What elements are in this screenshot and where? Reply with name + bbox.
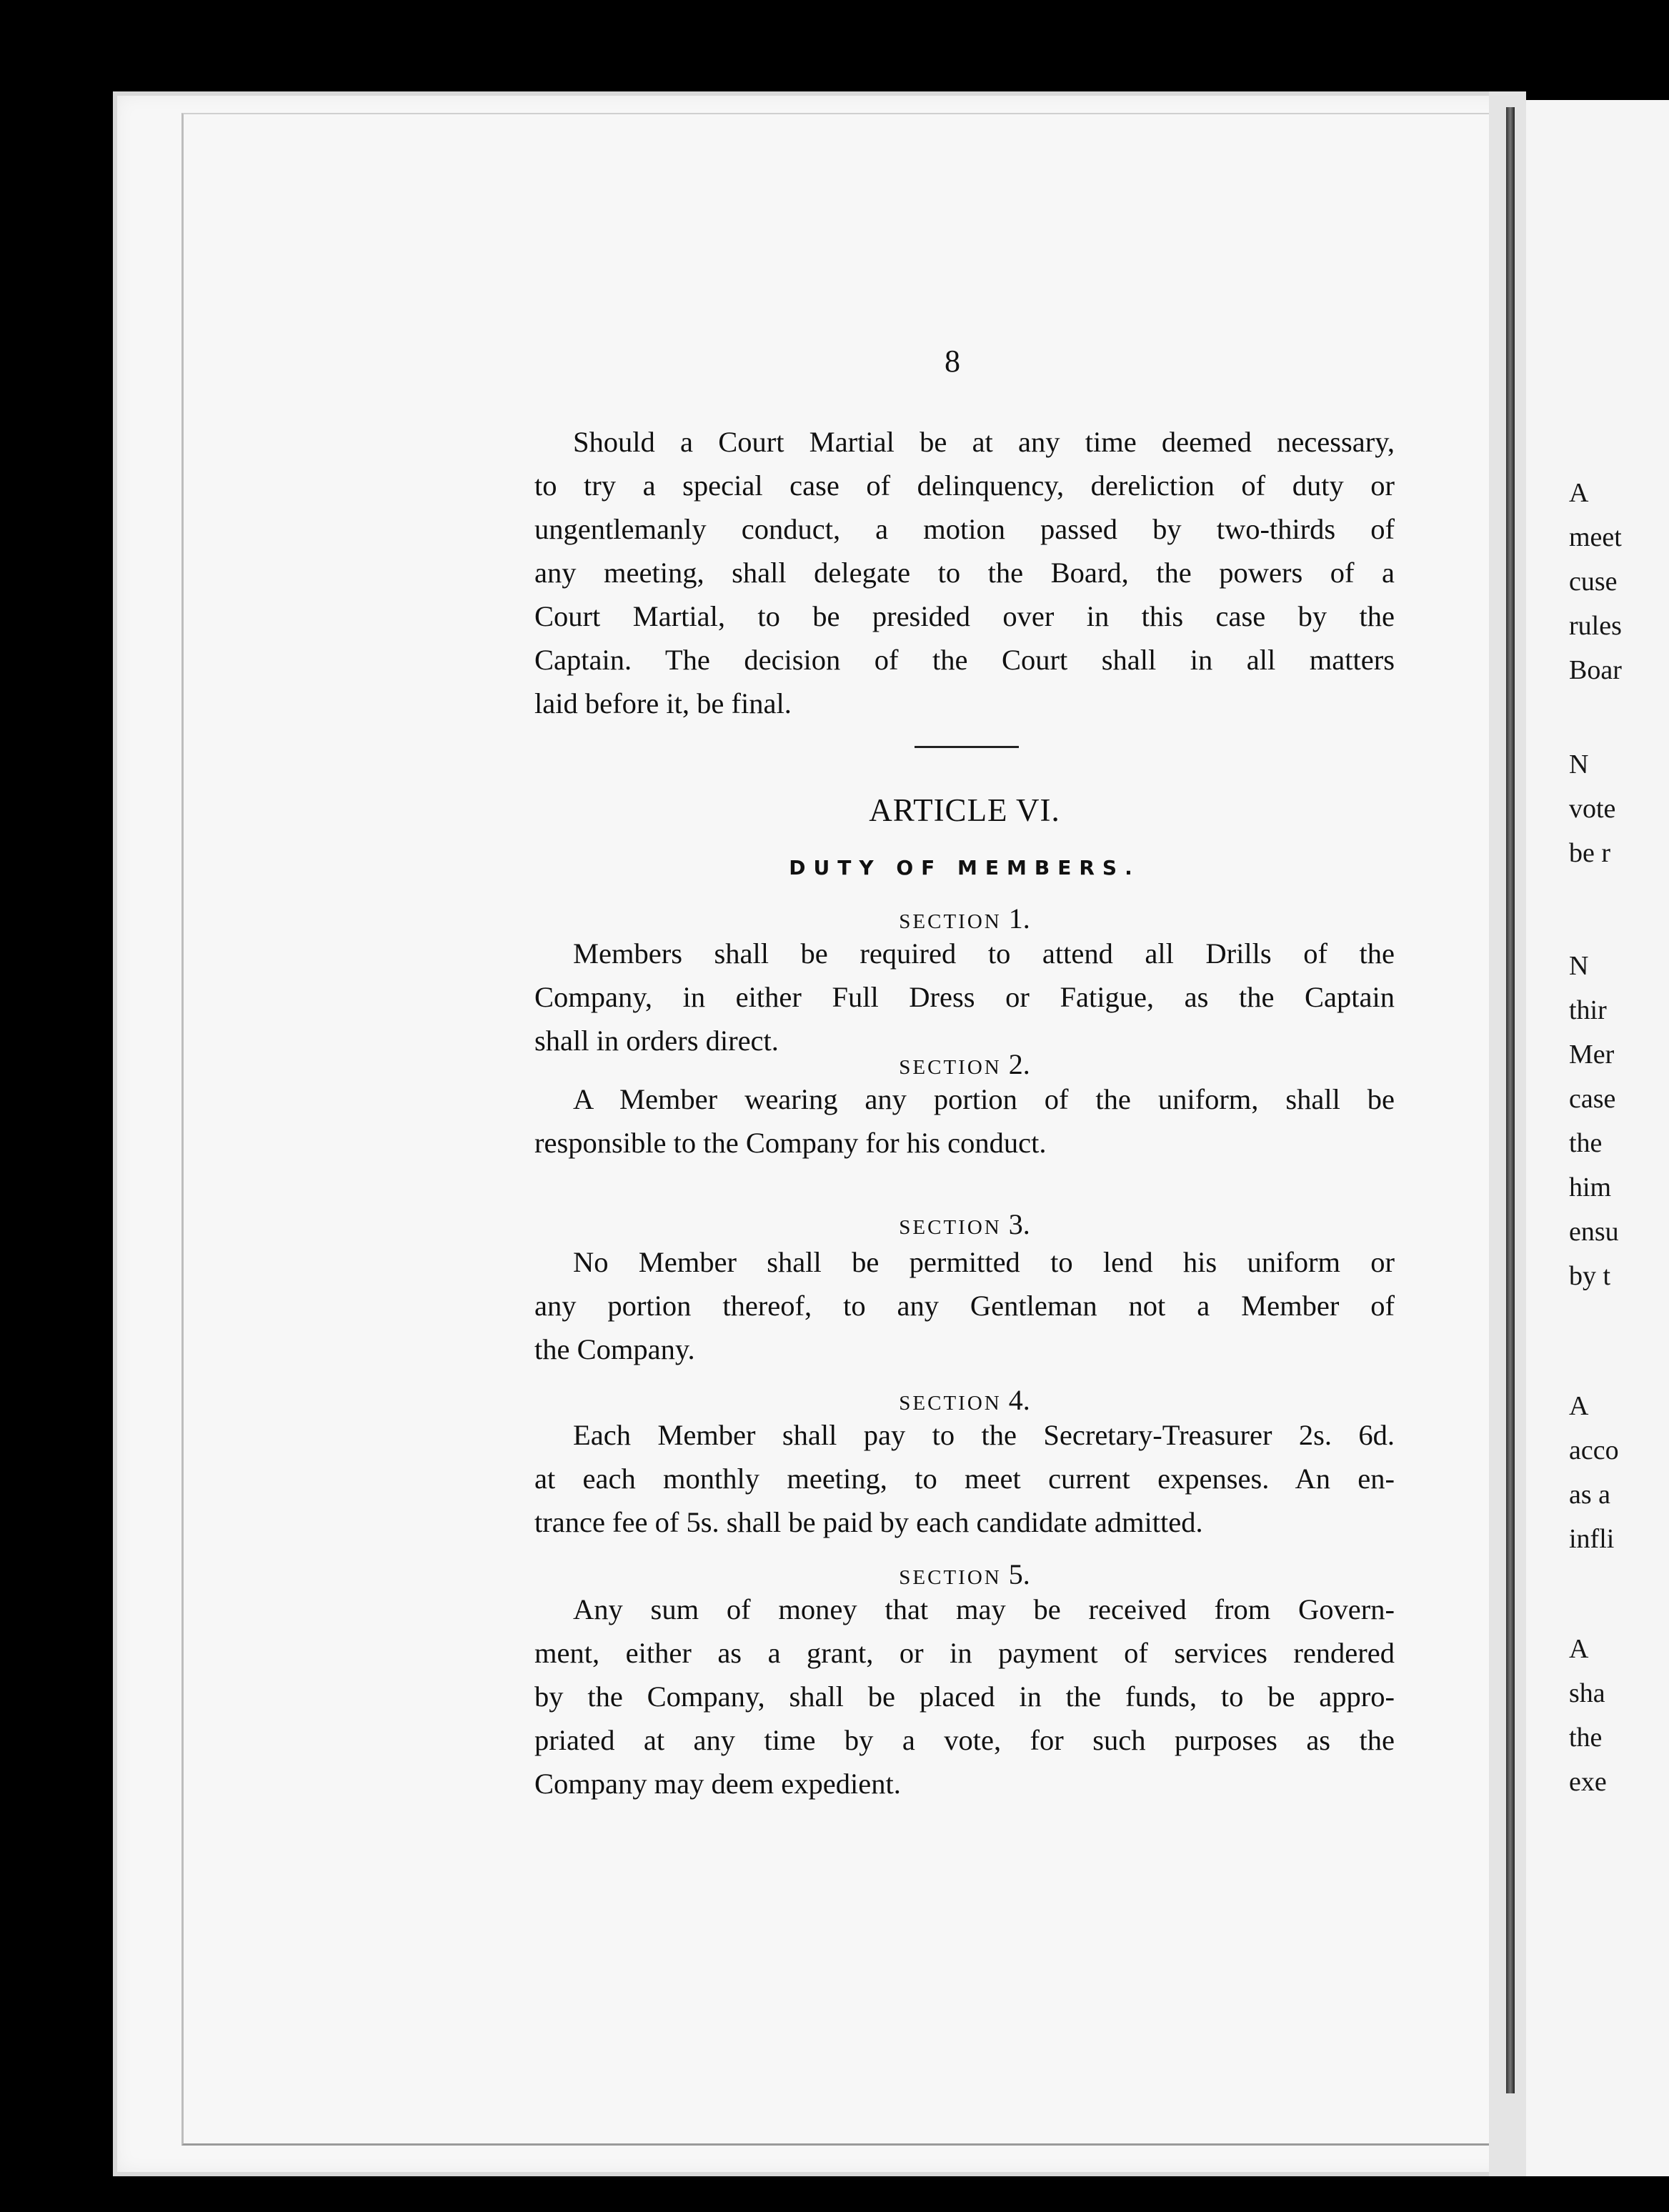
section-number: 5. [1001, 1558, 1030, 1590]
facing-page-text-fragment: be r [1569, 838, 1611, 868]
facing-page-text-fragment: ensu [1569, 1217, 1619, 1247]
text-line: Should a Court Martial be at any time deemed necessary, [573, 426, 1395, 458]
section-label: SECTION [899, 1566, 1002, 1589]
text-line: A Member wearing any portion of the uniform, shall be [573, 1083, 1395, 1115]
facing-page-text-fragment: thir [1569, 995, 1607, 1025]
facing-page-text-fragment: meet [1569, 522, 1622, 552]
facing-page-text-fragment: as a [1569, 1480, 1611, 1510]
section-divider [915, 746, 1019, 748]
section-number: 3. [1001, 1208, 1030, 1240]
text-line: any meeting, shall delegate to the Board, the powers of a [534, 557, 1395, 589]
facing-page-text-fragment: Boar [1569, 655, 1622, 685]
section-heading [534, 902, 1395, 935]
text-line: Company may deem expedient. [534, 1768, 901, 1800]
text-line: No Member shall be permitted to lend his uniform or [573, 1246, 1395, 1278]
section-heading [534, 1383, 1395, 1417]
section-body [534, 932, 1395, 1062]
text-line: ungentlemanly conduct, a motion passed by two-thirds of [534, 513, 1395, 545]
text-line: at each monthly meeting, to meet current expenses. An en- [534, 1463, 1395, 1495]
facing-page-text-fragment: N [1569, 749, 1589, 779]
facing-page-text-fragment: the [1569, 1128, 1603, 1158]
text-line: laid before it, be final. [534, 687, 792, 719]
text-line: Captain. The decision of the Court shall in all matters [534, 644, 1395, 676]
facing-page-text-fragment: sha [1569, 1678, 1605, 1708]
facing-page-text-fragment: him [1569, 1172, 1612, 1202]
text-line: ment, either as a grant, or in payment of services rendered [534, 1637, 1395, 1669]
section-number: 1. [1001, 902, 1030, 935]
facing-page-text-fragment: infli [1569, 1524, 1615, 1554]
section-heading [534, 1558, 1395, 1591]
section-body [534, 1077, 1395, 1165]
text-line: trance fee of 5s. shall be paid by each candidate admitted. [534, 1506, 1203, 1538]
facing-page-text-fragment: by t [1569, 1261, 1611, 1291]
gutter-binding-line [1506, 107, 1515, 2093]
facing-page-text-fragment: cuse [1569, 567, 1618, 597]
text-line: Company, in either Full Dress or Fatigue, as the Captain [534, 981, 1395, 1013]
text-line: any portion thereof, to any Gentleman not a Member of [534, 1290, 1395, 1322]
page-number: 8 [945, 344, 960, 379]
facing-page-text-fragment: A [1569, 1391, 1589, 1421]
facing-page-text-fragment: the [1569, 1723, 1603, 1753]
section-heading [534, 1047, 1395, 1081]
text-line: Each Member shall pay to the Secretary-Treasurer 2s. 6d. [573, 1419, 1395, 1451]
intro-paragraph [534, 420, 1395, 725]
section-body [534, 1588, 1395, 1805]
section-number: 2. [1001, 1048, 1030, 1080]
section-label: SECTION [899, 1216, 1002, 1239]
facing-page-text-fragment: A [1569, 478, 1589, 508]
facing-page-text-fragment: exe [1569, 1767, 1607, 1797]
text-line: shall in orders direct. [534, 1025, 779, 1057]
facing-page-text-fragment: N [1569, 951, 1589, 981]
section-label: SECTION [899, 1056, 1002, 1079]
article-subtitle: DUTY OF MEMBERS. [789, 856, 1140, 880]
article-title: ARTICLE VI. [869, 792, 1060, 828]
facing-page-edge [1526, 100, 1669, 2176]
text-line: Members shall be required to attend all Drills of the [573, 937, 1395, 970]
facing-page-text-fragment: A [1569, 1634, 1589, 1664]
section-label: SECTION [899, 910, 1002, 933]
text-line: responsible to the Company for his conduct. [534, 1127, 1047, 1159]
text-line: by the Company, shall be placed in the funds, to be appro- [534, 1680, 1395, 1713]
facing-page-text-fragment: Mer [1569, 1040, 1615, 1070]
text-line: Court Martial, to be presided over in this case by the [534, 600, 1395, 632]
facing-page-text-fragment: rules [1569, 611, 1622, 641]
facing-page-text-fragment: case [1569, 1084, 1616, 1114]
section-body [534, 1413, 1395, 1544]
text-line: to try a special case of delinquency, dereliction of duty or [534, 469, 1395, 502]
section-label: SECTION [899, 1392, 1002, 1415]
text-line: Any sum of money that may be received from Govern- [573, 1593, 1395, 1625]
facing-page-text-fragment: vote [1569, 794, 1616, 824]
section-body [534, 1240, 1395, 1371]
facing-page-text-fragment: acco [1569, 1435, 1619, 1465]
text-line: the Company. [534, 1333, 695, 1365]
text-line: priated at any time by a vote, for such purposes as the [534, 1724, 1395, 1756]
section-heading [534, 1207, 1395, 1241]
section-number: 4. [1001, 1384, 1030, 1416]
